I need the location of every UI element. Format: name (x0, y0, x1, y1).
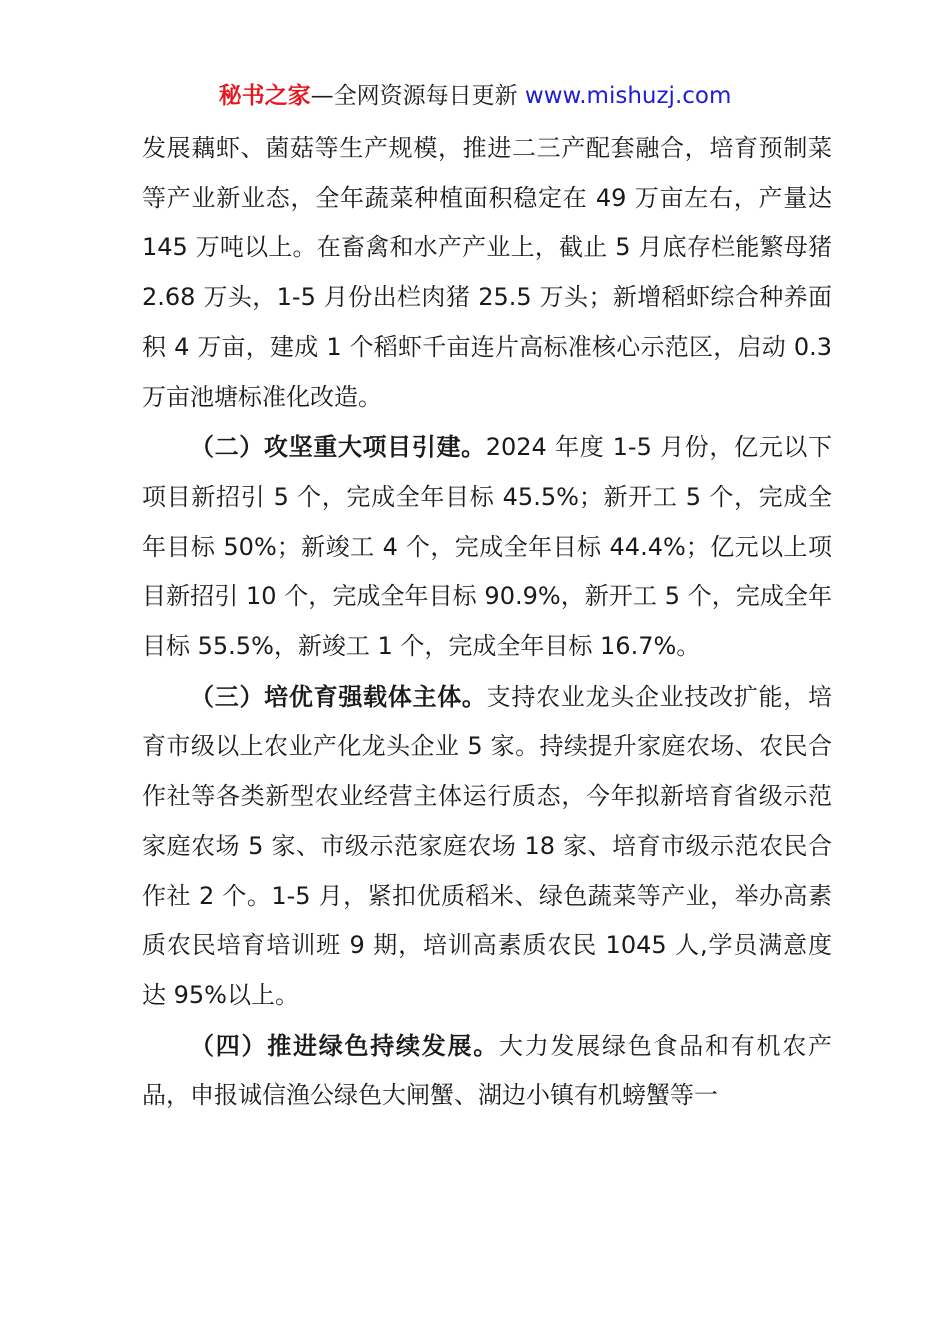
document-body (142, 124, 832, 1121)
section-heading-2: （二）攻坚重大项目引建。 (190, 433, 486, 462)
site-url-link[interactable]: www.mishuzj.com (524, 83, 732, 109)
section-heading-3: （三）培优育强载体主体。 (190, 682, 487, 711)
paragraph-text: 发展藕虾、菌菇等生产规模，推进二三产配套融合，培育预制菜等产业新业态，全年蔬菜种植面积稳定在 49 万亩左右，产量达 145 万吨以上。在畜禽和水产产业上，截止 5 月底存栏能繁母猪 2.68 万头，1-5 月份出栏肉猪 25.5 万头；新增稻虾综合种养面积 4 万亩，建成 1 个稻虾千亩连片高标准核心示范区，启动 0.3 万亩池塘标准化改造。 (142, 134, 832, 411)
section-heading-4: （四）推进绿色持续发展。 (190, 1031, 499, 1060)
paragraph-section-3 (142, 673, 832, 1021)
paragraph-text: 支持农业龙头企业技改扩能，培育市级以上农业产化龙头企业 5 家。持续提升家庭农场、农民合作社等各类新型农业经营主体运行质态，今年拟新培育省级示范家庭农场 5 家、市级示范家庭农场 18 家、培育市级示范农民合作社 2 个。1-5 月，紧扣优质稻米、绿色蔬菜等产业，举办高素质农民培育培训班 9 期，培训高素质农民 1045 人,学员满意度达 95%以上。 (142, 682, 832, 1009)
site-tagline: —全网资源每日更新 (310, 83, 525, 109)
paragraph-text: 2024 年度 1-5 月份，亿元以下项目新招引 5 个，完成全年目标 45.5%；新开工 5 个，完成全年目标 50%；新竣工 4 个，完成全年目标 44.4%；亿元以上项目新招引 10 个，完成全年目标 90.9%，新开工 5 个，完成全年目标 55.5%，新竣工 1 个，完成全年目标 16.7%。 (142, 433, 833, 661)
page-header (0, 80, 950, 112)
paragraph-section-2 (142, 423, 832, 672)
paragraph-text: 大力发展绿色食品和有机农产品，申报诚信渔公绿色大闸蟹、湖边小镇有机螃蟹等一 (142, 1031, 832, 1110)
paragraph-continued (142, 124, 832, 422)
site-brand: 秘书之家 (218, 83, 311, 109)
paragraph-section-4 (142, 1022, 832, 1121)
